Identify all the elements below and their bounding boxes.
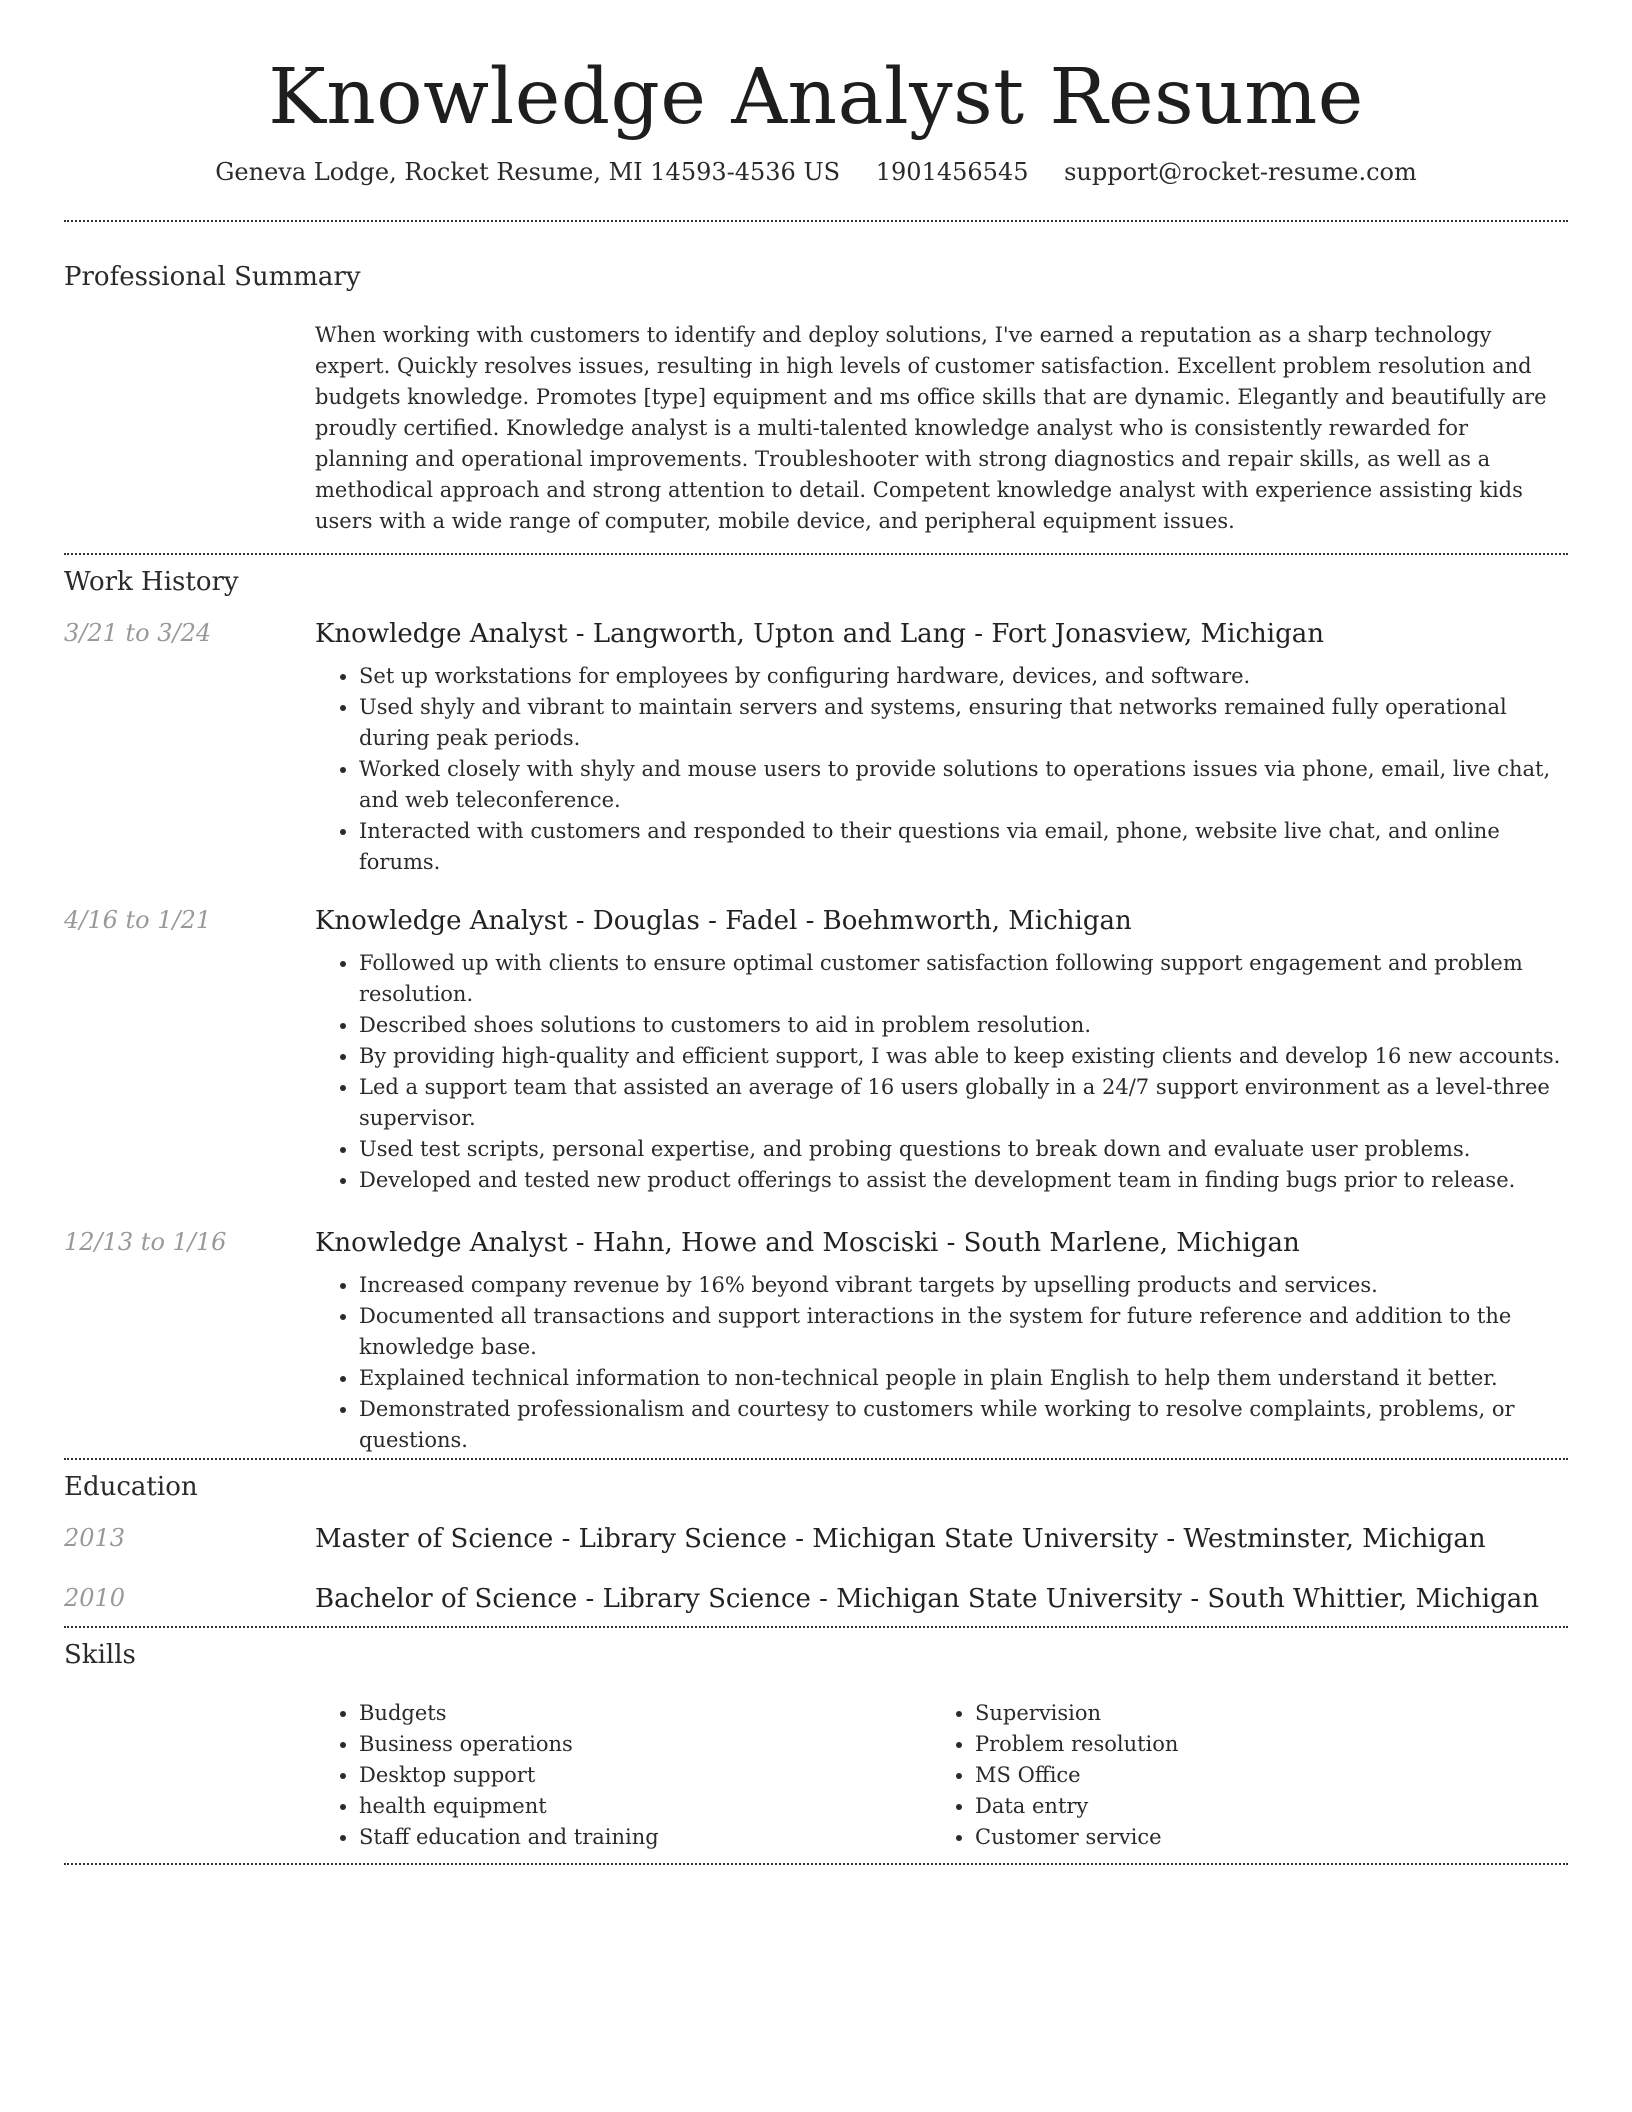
job-bullet: • Described shoes solutions to customers to aid in problem resolution. <box>359 1010 1568 1041</box>
section-divider <box>64 1626 1568 1628</box>
education-heading: Education <box>64 1472 198 1503</box>
summary-text: When working with customers to identify and deploy solutions, I've earned a reputation as a sharp technology expert. Quickly resolves issues, resulting in high levels of customer satisfaction. Excellent problem resolution and budgets knowledge. Promotes [type] equipment and ms office skills that are dynamic. Elegantly and beautifully are proudly certified. Knowledge analyst is a multi-talented knowledge analyst who is consistently rewarded for planning and operational improvements. Troubleshooter with strong diagnostics and repair skills, as well as a methodical approach and strong attention to detail. Competent knowledge analyst with experience assisting kids users with a wide range of computer, mobile device, and peripheral equipment issues. <box>315 323 1547 534</box>
job-date: 3/21 to 3/24 <box>64 619 212 648</box>
job-bullet: • Used shyly and vibrant to maintain servers and systems, ensuring that networks remained fully operational during peak periods. <box>359 692 1568 754</box>
summary-heading: Professional Summary <box>64 262 361 293</box>
work-history-heading: Work History <box>64 567 239 598</box>
contact-phone: 1901456545 <box>875 158 1029 187</box>
education-year: 2013 <box>64 1524 126 1553</box>
job-bullet: • Increased company revenue by 16% beyond vibrant targets by upselling products and services. <box>359 1270 1568 1301</box>
education-degree: Master of Science - Library Science - Michigan State University - Westminster, Michigan <box>315 1524 1486 1555</box>
job-bullets <box>315 1270 1568 1456</box>
job-entry <box>64 1228 1568 1456</box>
job-bullet: • By providing high-quality and efficient support, I was able to keep existing clients and develop 16 new accounts. <box>359 1041 1568 1072</box>
job-bullet: • Used test scripts, personal expertise, and probing questions to break down and evaluate user problems. <box>359 1134 1568 1165</box>
job-bullets <box>315 661 1568 878</box>
job-bullet: • Followed up with clients to ensure optimal customer satisfaction following support engagement and problem resolution. <box>359 948 1568 1010</box>
job-title: Knowledge Analyst - Douglas - Fadel - Boehmworth, Michigan <box>315 906 1132 937</box>
education-degree: Bachelor of Science - Library Science - Michigan State University - South Whittier, Michigan <box>315 1584 1539 1615</box>
job-date: 12/13 to 1/16 <box>64 1228 227 1257</box>
education-entry <box>64 1584 1568 1626</box>
contact-address: Geneva Lodge, Rocket Resume, MI 14593-4536 US <box>215 158 841 187</box>
job-bullet: • Demonstrated professionalism and courtesy to customers while working to resolve complaints, problems, or questions. <box>359 1394 1568 1456</box>
job-bullet: • Worked closely with shyly and mouse users to provide solutions to operations issues via phone, email, live chat, and web teleconference. <box>359 754 1568 816</box>
page-title: Knowledge Analyst Resume <box>268 53 1364 142</box>
skill-item: • Desktop support <box>359 1760 931 1791</box>
skill-item: • Staff education and training <box>359 1822 931 1853</box>
job-bullet: • Interacted with customers and responded to their questions via email, phone, website live chat, and online forums. <box>359 816 1568 878</box>
skills-column-right <box>931 1698 1547 1853</box>
job-title: Knowledge Analyst - Langworth, Upton and Lang - Fort Jonasview, Michigan <box>315 619 1324 650</box>
job-bullet: • Documented all transactions and support interactions in the system for future reference and addition to the knowledge base. <box>359 1301 1568 1363</box>
skill-item: • Business operations <box>359 1729 931 1760</box>
skills-column-left <box>315 1698 931 1853</box>
section-divider <box>64 220 1568 222</box>
education-entry <box>64 1524 1568 1554</box>
education-year: 2010 <box>64 1584 126 1613</box>
skill-item: • health equipment <box>359 1791 931 1822</box>
skills-list <box>315 1698 1568 1863</box>
skill-item: • Data entry <box>975 1791 1547 1822</box>
job-bullet: • Explained technical information to non-technical people in plain English to help them understand it better. <box>359 1363 1568 1394</box>
section-divider <box>64 553 1568 555</box>
job-date: 4/16 to 1/21 <box>64 906 212 935</box>
section-divider <box>64 1863 1568 1865</box>
skill-item: • Customer service <box>975 1822 1547 1853</box>
job-bullets <box>315 948 1568 1196</box>
job-title: Knowledge Analyst - Hahn, Howe and Mosciski - South Marlene, Michigan <box>315 1228 1300 1259</box>
skill-item: • Problem resolution <box>975 1729 1547 1760</box>
job-bullet: • Developed and tested new product offerings to assist the development team in finding bugs prior to release. <box>359 1165 1568 1196</box>
skill-item: • Budgets <box>359 1698 931 1729</box>
section-divider <box>64 1458 1568 1460</box>
job-bullet: • Set up workstations for employees by configuring hardware, devices, and software. <box>359 661 1568 692</box>
job-bullet: • Led a support team that assisted an average of 16 users globally in a 24/7 support environment as a level-three supervisor. <box>359 1072 1568 1134</box>
skills-heading: Skills <box>64 1640 136 1671</box>
job-entry <box>64 906 1568 1196</box>
contact-info <box>64 158 1568 186</box>
job-entry <box>64 619 1568 878</box>
skill-item: • MS Office <box>975 1760 1547 1791</box>
contact-email: support@rocket-resume.com <box>1064 158 1417 187</box>
skill-item: • Supervision <box>975 1698 1547 1729</box>
